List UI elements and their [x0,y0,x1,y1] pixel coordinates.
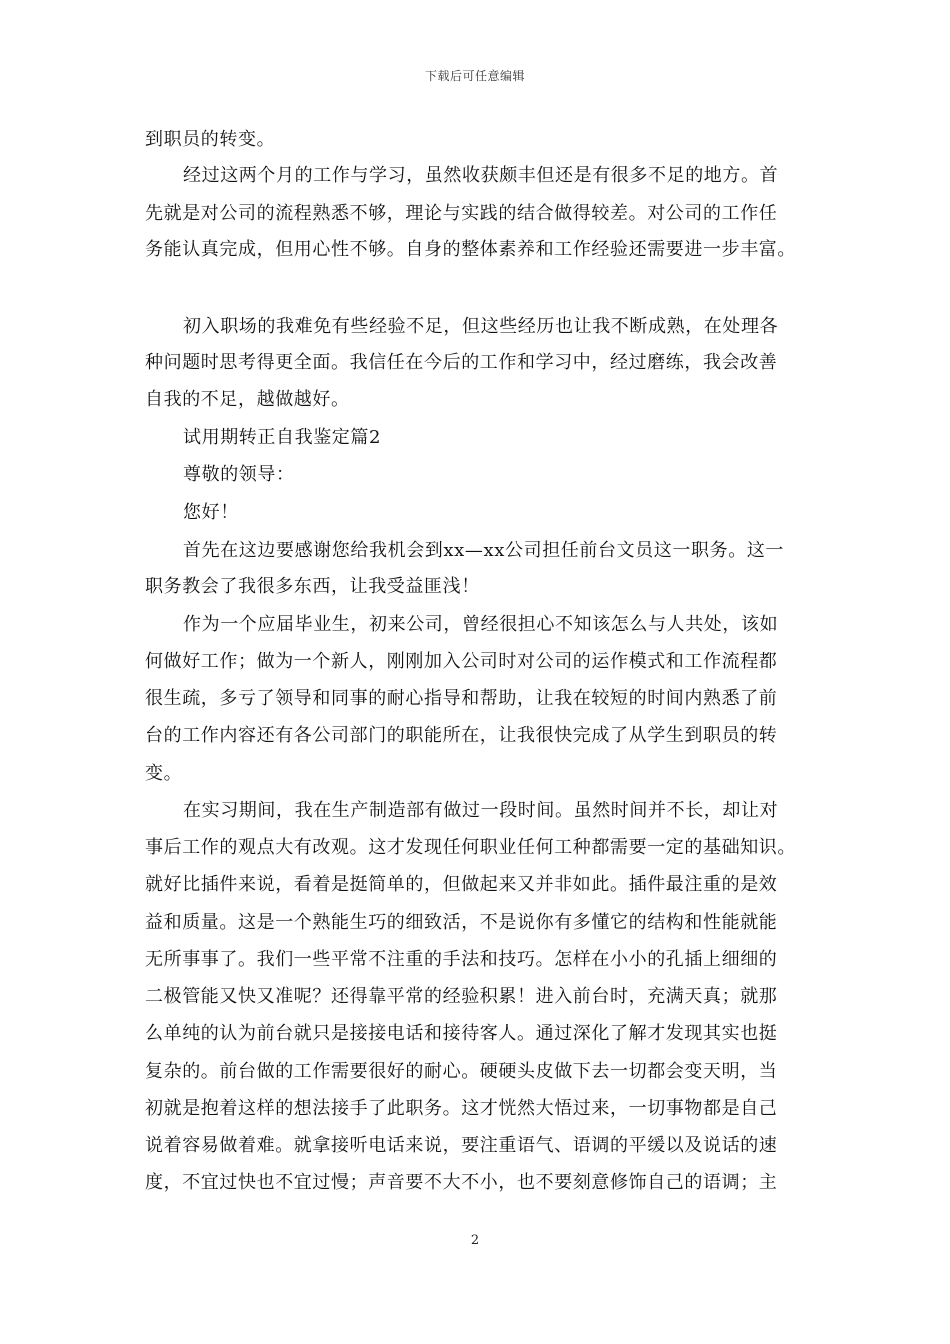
body-line: 经过这两个月的工作与学习，虽然收获颇丰但还是有很多不足的地方。首 [183,165,779,186]
body-line: 到职员的转变。 [145,129,276,150]
body-line: 台的工作内容还有各公司部门的职能所在，让我很快完成了从学生到职员的转 [145,725,778,746]
body-line: 很生疏，多亏了领导和同事的耐心指导和帮助，让我在较短的时间内熟悉了前 [145,688,778,709]
page-header: 下载后可任意编辑 [424,69,525,83]
body-line: 先就是对公司的流程熟悉不够，理论与实践的结合做得较差。对公司的工作任 [145,203,778,224]
greeting: 您好！ [183,502,239,523]
body-line: 二极管能又快又准呢？还得靠平常的经验积累！进入前台时，充满天真；就那 [145,986,778,1007]
body-line: 变。 [145,763,183,784]
body-line: 种问题时思考得更全面。我信任在今后的工作和学习中，经过磨练，我会改善 [145,352,778,373]
body-line: 复杂的。前台做的工作需要很好的耐心。硬硬头皮做下去一切都会变天明，当 [145,1061,778,1082]
body-line: 职务教会了我很多东西，让我受益匪浅！ [145,576,480,597]
salutation: 尊敬的领导： [183,464,295,485]
body-line: 就好比插件来说，看着是挺简单的，但做起来又并非如此。插件最注重的是效 [145,874,778,895]
body-line: 首先在这边要感谢您给我机会到xx—xx公司担任前台文员这一职务。这一 [183,540,785,561]
body-line: 初入职场的我难免有些经验不足，但这些经历也让我不断成熟，在处理各 [183,316,779,337]
body-line: 无所事事了。我们一些平常不注重的手法和技巧。怎样在小小的孔插上细细的 [145,949,778,970]
body-line: 何做好工作；做为一个新人，刚刚加入公司时对公司的运作模式和工作流程都 [145,651,778,672]
body-line: 益和质量。这是一个熟能生巧的细致活，不是说你有多懂它的结构和性能就能 [145,912,778,933]
body-line: 在实习期间，我在生产制造部有做过一段时间。虽然时间并不长，却让对 [183,800,779,821]
body-line: 作为一个应届毕业生，初来公司，曾经很担心不知该怎么与人共处，该如 [183,614,779,635]
body-line: 自我的不足，越做越好。 [145,389,350,410]
body-line: 务能认真完成，但用心性不够。自身的整体素养和工作经验还需要进一步丰富。 [145,239,796,260]
page-number: 2 [470,1233,480,1248]
body-line: 说着容易做着难。就拿接听电话来说，要注重语气、语调的平缓以及说话的速 [145,1135,778,1156]
body-line: 事后工作的观点大有改观。这才发现任何职业任何工种都需要一定的基础知识。 [145,837,796,858]
section-title: 试用期转正自我鉴定篇2 [183,427,382,448]
body-line: 么单纯的认为前台就只是接接电话和接待客人。通过深化了解才发现其实也挺 [145,1023,778,1044]
body-line: 初就是抱着这样的想法接手了此职务。这才恍然大悟过来，一切事物都是自己 [145,1098,778,1119]
body-line: 度，不宜过快也不宜过慢；声音要不大不小，也不要刻意修饰自己的语调；主 [145,1172,778,1193]
